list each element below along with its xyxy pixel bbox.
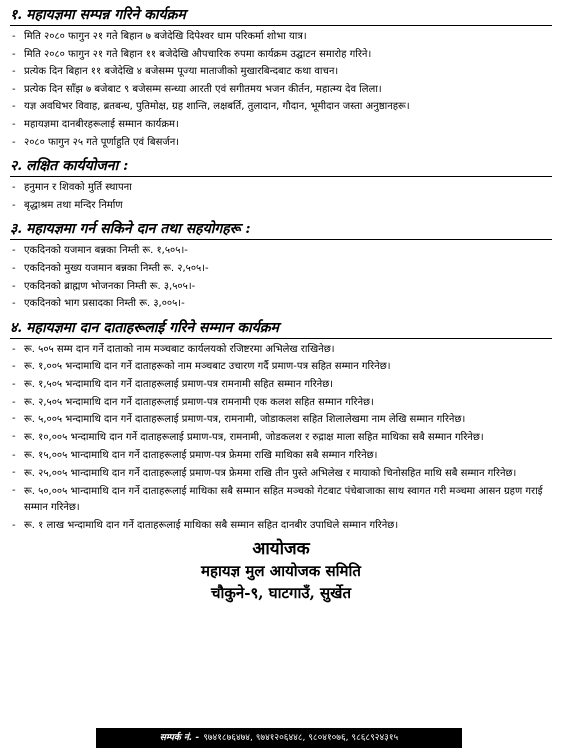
section-program-list [10,6,552,151]
organizer-block [10,538,552,604]
section-heading [10,319,552,337]
list-item: - रू. १०,००५ भन्दामाथि दान गर्ने दाताहरूलाई प्रमाण-पत्र, रामनामी, जोडकलश र रुद्राक्ष माला सहित माथिका सबै सम्मान गरिनेछ। [12,431,484,444]
list-item: - रू. २५,००५ भान्दामाथि दान गर्ने दाताहरूलाई प्रमाण-पत्र फ्रेममा राखि तीन पुस्ते अभिलेख र मायाको चिनोसहित माथि सबै सम्मान गरिनेछ। [12,466,517,479]
list-item: - रू. १,००५ भन्दामाथि दान गर्ने दाताहरूको नाम मञ्चबाट उचारण गर्दै प्रमाण-पत्र सहित सम्मान गरिनेछ। [12,361,391,373]
list-item: - मिति २०८० फागुन २१ गते बिहान ७ बजेदेखि दिपेश्वर धाम परिकर्मा शोभा यात्र। [12,31,307,42]
list-item: - एकदिनको भाग प्रसादका निम्ती रू. ३,००५।- [12,298,185,310]
section-title: महायज्ञमा दान दाताहरूलाई गरिने सम्मान कार्यक्रम [26,319,279,336]
list-item: - रू. १५,००५ भान्दामाथि दान गर्ने दाताहरूलाई प्रमाण-पत्र फ्रेममा राखि माथिका सबै सम्मान गरिनेछ। [12,450,378,462]
honor-list [10,341,552,535]
list-item: - हनुमान र शिवको मुर्ति स्थापना [12,182,132,194]
contact-bar [96,728,462,748]
list-item: - २०८० फागुन २५ गते पूर्णाहुति एवं बिसर्जन। [12,136,180,148]
section-number: १. [10,7,23,23]
list-item: - मिति २०८० फागुन २१ गते बिहान ११ बजेदेखि औपचारिक रुपमा कार्यक्रम उद्घाटन समारोह गरिने। [12,48,372,60]
section-number: ३. [10,221,23,238]
list-item: - प्रत्येक दिन बिहान ११ बजेदेखि ४ बजेसम्म पूज्या माताजीको मुखारबिन्दबाट कथा वाचन। [12,66,339,78]
list-item: - एकदिनको ब्राह्मण भोजनका निम्ती रू. ३,५०५।- [12,280,196,292]
contact-label: सम्पर्क नं. - [159,733,200,743]
section-title: महायज्ञमा सम्पन्न गरिने कार्यक्रम [26,7,186,23]
section-heading [10,6,552,24]
section-number: २. [10,158,23,175]
list-item: - रू. १,५०५ भन्दामाथि दान गर्ने दाताहरूलाई प्रमाण-पत्र रामनामी सहित सम्मान गरिनेछ। [12,378,334,390]
list-item: - एकदिनको मुख्य यजमान बन्नका निम्ती रू. २,५०५।- [12,262,209,274]
donation-list [10,242,552,312]
section-title: महायज्ञमा गर्न सकिने दान तथा सहयोगहरू : [26,221,251,238]
organizer-label: आयोजक [252,539,310,560]
section-number: ४. [10,319,23,336]
list-item: - रू. २,५०५ भन्दामाथि दान गर्ने दाताहरूलाई प्रमाण-पत्र रामनामी एक कलश सहित सम्मान गरिनेछ। [12,396,374,408]
section-heading [10,157,552,175]
target-list [10,179,552,214]
list-item: - रू. १ लाख भन्दामाथि दान गर्ने दाताहरूलाई माथिका सबै सम्मान सहित दानबीर उपाधिले सम्मान गरिनेछ। [12,519,399,531]
section-target-plan [10,157,552,214]
address: चौकुने-९, घाटगाउँ, सुर्खेत [211,584,351,603]
list-item: - बृद्धाश्रम तथा मन्दिर निर्माण [12,199,123,211]
section-donations [10,220,552,312]
section-donor-honors [10,319,552,535]
divider [10,176,552,177]
divider [10,338,552,339]
program-list [10,28,552,151]
committee-name: महायज्ञ मुल आयोजक समिति [201,562,361,581]
section-title: लक्षित कार्ययोजना : [26,158,129,175]
list-item: - रू. ५,००५ भन्दामाथि दान गर्ने दाताहरूलाई प्रमाण-पत्र, रामनामी, जोडाकलश सहित शिलालेखमा नाम लेखि सम्मान गरिनेछ। [12,413,466,426]
list-item: - यज्ञ अवधिभर विवाह, ब्रतबन्ध, पुतिमोक्ष, ग्रह शान्ति, लक्षबर्ति, तुलादान, गौदान, भूमीदान जस्ता अनुष्ठानहरू। [12,101,410,113]
list-item: - महायज्ञमा दानबीरहरूलाई सम्मान कार्यक्रम। [12,118,179,130]
list-item: - प्रत्येक दिन साँझ ७ बजेबाट ९ बजेसम्म सन्ध्या आरती एवं सगीतमय भजन कीर्तन, महात्म्य देव लिला। [12,83,382,95]
list-item: - रू. ५०,००५ भान्दामाथि दान गर्ने दाताहरूलाई माथिका सबै सम्मान सहित मञ्चको गेटबाट पंचेबाजाका साथ स्वागत गरी मञ्चमा आसन ग्रहण गराई सम्मान गरिनेछ। [12,484,543,513]
list-item: - एकदिनको यजमान बन्नका निम्ती रू. १,५०५।- [12,245,188,257]
divider [10,239,552,240]
list-item: - रू. ५०५ सम्म दान गर्ने दाताको नाम मञ्चबाट कार्यलयको रजिष्टरमा अभिलेख राखिनेछ। [12,343,335,355]
section-heading [10,220,552,238]
divider [10,25,552,26]
contact-numbers: ९७४१८७६४७४, ९७४१२०६४४८, ९८०४१०७६, ९८६८९२४३१५ [203,733,399,743]
